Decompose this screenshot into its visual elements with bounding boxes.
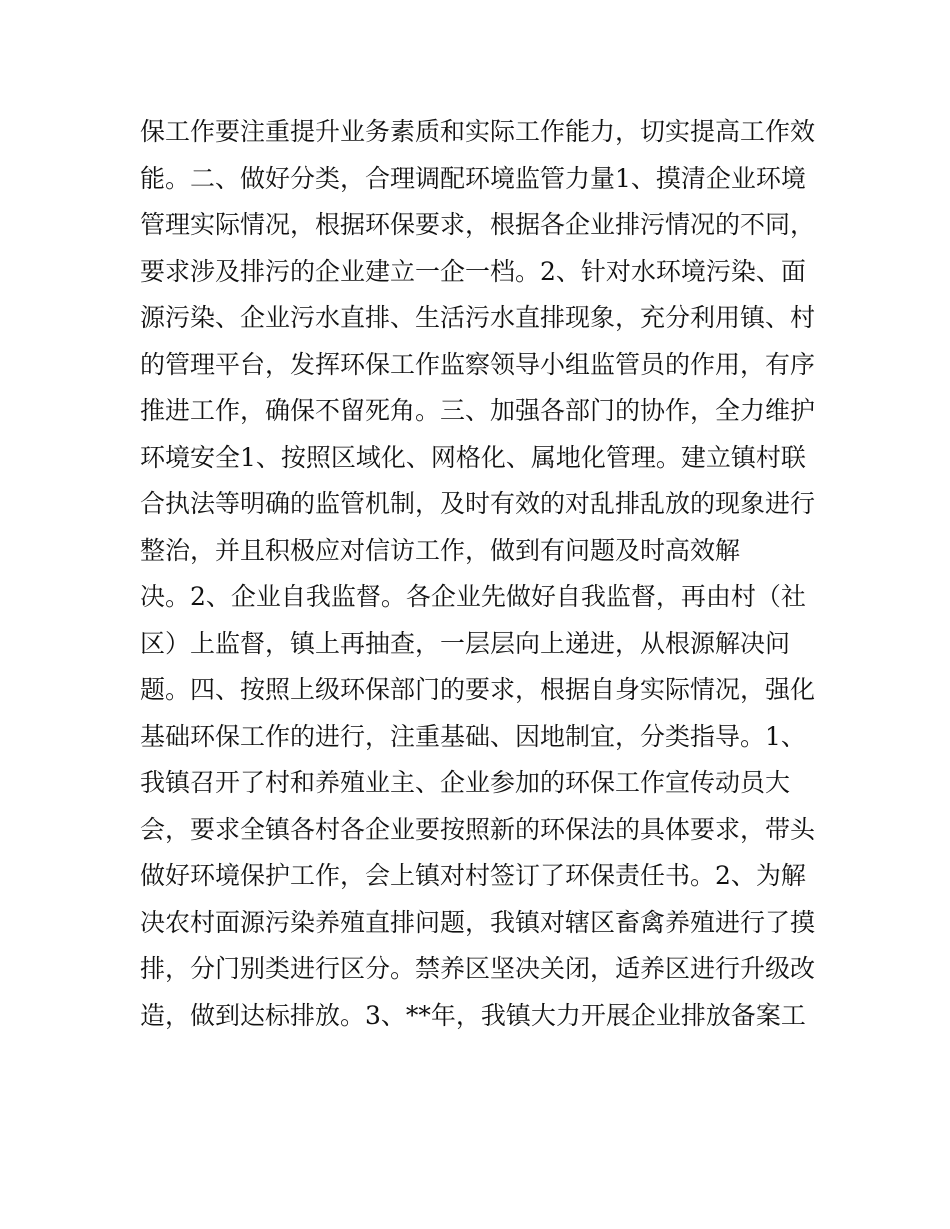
text-line: 保工作要注重提升业务素质和实际工作能力，切实提高工作效	[140, 117, 816, 146]
text-line: 会，要求全镇各村各企业要按照新的环保法的具体要求，带头	[140, 814, 816, 844]
text-line: 的管理平台，发挥环保工作监察领导小组监管员的作用，有序	[140, 349, 816, 379]
text-line: 区）上监督，镇上再抽查，一层层向上递进，从根源解决问	[140, 628, 791, 658]
text-line: 决。2、企业自我监督。各企业先做好自我监督，再由村（社	[140, 582, 806, 611]
text-line: 能。二、做好分类，合理调配环境监管力量1、摸清企业环境	[140, 163, 806, 193]
text-line: 源污染、企业污水直排、生活污水直排现象，充分利用镇、村	[140, 303, 816, 332]
text-line: 造，做到达标排放。3、**年，我镇大力开展企业排放备案工	[140, 1000, 806, 1030]
body-text	[140, 109, 820, 1039]
text-line: 基础环保工作的进行，注重基础、因地制宜，分类指导。1、	[140, 721, 806, 751]
text-line: 题。四、按照上级环保部门的要求，根据自身实际情况，强化	[140, 675, 816, 704]
text-line: 整治，并且积极应对信访工作，做到有问题及时高效解	[140, 535, 741, 565]
text-line: 合执法等明确的监管机制，及时有效的对乱排乱放的现象进行	[140, 489, 816, 518]
text-line: 决农村面源污染养殖直排问题，我镇对辖区畜禽养殖进行了摸	[140, 907, 816, 937]
text-line: 要求涉及排污的企业建立一企一档。2、针对水环境污染、面	[140, 256, 806, 286]
text-line: 推进工作，确保不留死角。三、加强各部门的协作，全力维护	[140, 396, 816, 425]
text-line: 我镇召开了村和养殖业主、企业参加的环保工作宣传动员大	[140, 768, 791, 797]
text-line: 排，分门别类进行区分。禁养区坚决关闭，适养区进行升级改	[140, 954, 816, 983]
text-line: 管理实际情况，根据环保要求，根据各企业排污情况的不同，	[140, 210, 816, 239]
text-line: 环境安全1、按照区域化、网格化、属地化管理。建立镇村联	[140, 442, 806, 472]
text-line: 做好环境保护工作，会上镇对村签订了环保责任书。2、为解	[140, 861, 806, 890]
